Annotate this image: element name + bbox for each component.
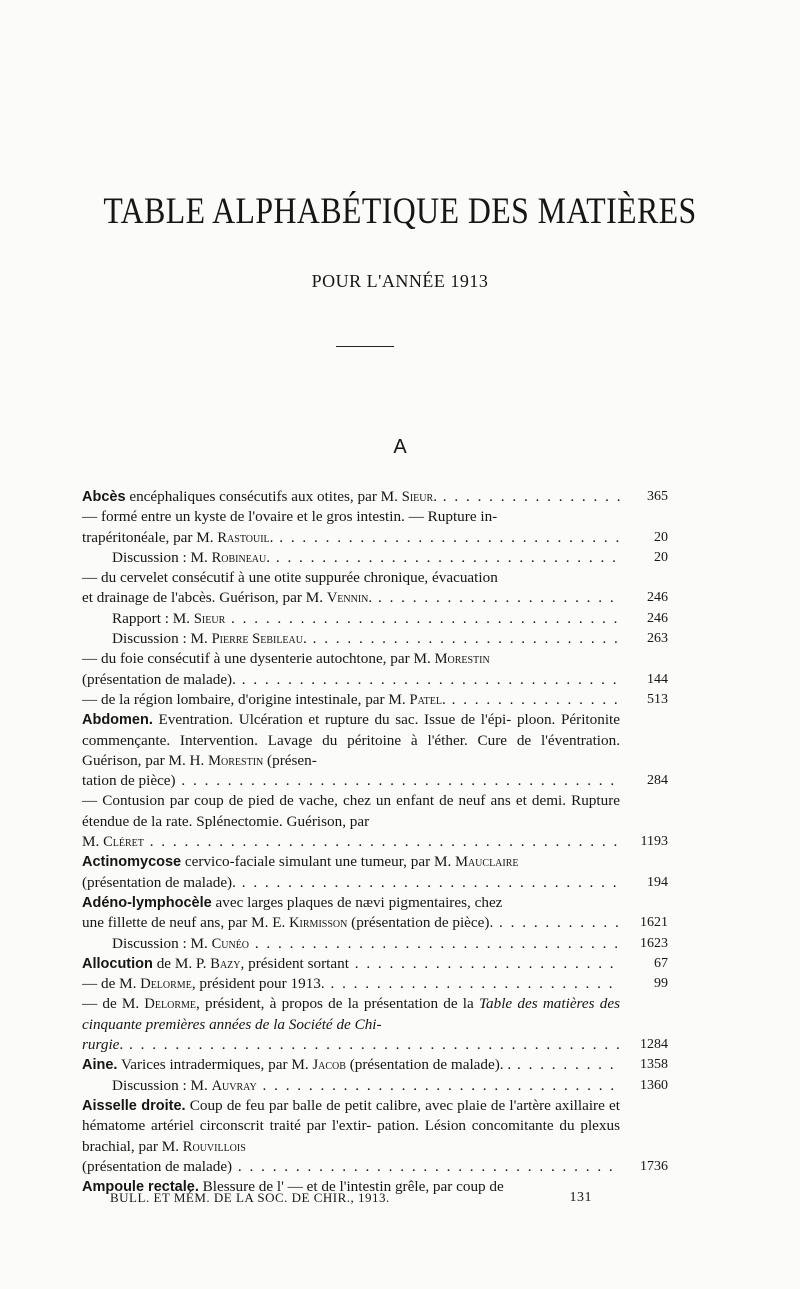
page-number: 246 [647,590,668,606]
author-name: Sieur [401,489,434,505]
entry-text: , président pour 1913. [191,975,325,993]
entry-text: et drainage de l'abcès. Guérison, par M. [82,589,327,607]
entry-text: Blessure de l' — et de l'intestin grêle, par coup de [198,1178,504,1196]
page-number: 1193 [640,834,668,850]
page-number: 365 [647,489,668,504]
entry-text: tation de pièce) [82,772,176,790]
page-number: 284 [647,773,668,789]
entry-text: Rapport : M. [112,609,194,627]
running-footer-text: BULL. ET MÉM. DE LA SOC. DE CHIR., 1913. [110,1190,390,1205]
entry-text: Discussion : M. [112,548,212,566]
page-number: 194 [647,874,668,890]
entry-text: , président sortant [240,954,349,972]
author-name: Auvray [211,1077,257,1094]
author-name: Morestin [434,651,490,668]
index-entry [82,507,668,548]
entry-heading: Aine. [82,1057,118,1074]
page-number: 20 [654,549,668,565]
index-entry [82,649,668,690]
index-entry [82,548,668,568]
entry-text: ploon. Péritonite commençante. Intervention. Lavage du péritoine à [82,711,620,749]
index-entry [82,893,668,934]
entry-heading: Adéno-lymphocèle [82,894,212,911]
page-number: 1736 [640,1158,668,1174]
entry-heading: Abdomen. [82,712,153,729]
entry-heading: Allocution [82,955,153,972]
index-entry [82,568,668,609]
entry-text: M. [82,833,104,851]
page-number: 1623 [640,935,668,951]
entry-text: encéphaliques consécutifs aux otites, par M. [125,488,402,505]
author-name: Pierre Sebileau [211,631,303,648]
index-entry [82,974,668,994]
page-number: 99 [654,976,668,992]
entry-text: . [368,589,373,607]
entry-text: pation. Lésion concomitante du plexus brachial, par M. [82,1117,621,1155]
entry-heading: Ampoule rectale. [82,1179,199,1196]
index-entry [82,629,668,649]
entry-text: — de la région lombaire, d'origine intestinale, par M. [82,690,410,708]
signature-number: 131 [569,1190,592,1205]
entry-text: . [119,1036,124,1054]
author-name: Rastouil [217,529,270,546]
page-number: 1284 [640,1037,668,1053]
entry-text: (présentation de malade). [82,873,236,891]
entry-text: . [433,488,437,505]
entry-text: (présentation de malade) [82,1157,233,1175]
index-entry [82,1055,668,1075]
index-entry [82,934,668,954]
index-entry [82,791,668,852]
entry-text: de M. P. [152,954,211,972]
entry-title-italic: des matières des cinquante premières années de la Société de Chi- [82,995,621,1033]
running-footer [110,1190,600,1206]
entry-text: (présentation de malade). [82,670,236,688]
author-name: Morestin [208,752,264,769]
entry-text: — du foie consécutif à une dysenterie autochtone, par M. [82,650,435,668]
page-number: 513 [647,691,668,707]
index-entries [82,487,668,1197]
page-number: 144 [647,671,668,687]
index-entry [82,690,668,710]
index-entry [82,954,668,974]
entry-text: trapéritonéale, par M. [82,528,218,546]
entry-heading: Actinomycose [82,854,182,871]
entry-text: . [303,630,307,648]
page-number: 246 [647,610,668,626]
entry-text: — de M. [82,995,145,1013]
index-entry [82,852,668,893]
author-name: Jacob [312,1057,346,1074]
author-name: Cunéo [211,935,250,952]
entry-text: une fillette de neuf ans, par M. E. [82,914,290,932]
entry-text: l'éther. Cure de l'éventration. Guérison, par M. H. [82,731,621,769]
entry-text: Varices intradermiques, par M. [117,1056,313,1074]
entry-heading: Abcès [82,489,126,505]
entry-text: Discussion : M. [112,1076,212,1094]
author-name: Delorme [144,996,197,1013]
section-letter: A [393,436,407,458]
entry-text: Discussion : M. [112,630,212,648]
index-entry [82,994,668,1055]
index-entry [82,1096,668,1177]
entry-text: Discussion : M. [112,934,212,952]
author-name: Patel [409,691,443,708]
entry-text: (présentation de malade). . [345,1056,512,1074]
entry-text: (présen- [263,751,317,769]
author-name: Vennin [326,590,369,607]
page-number: 1358 [640,1057,668,1073]
entry-text: — du cervelet consécutif à une otite suppurée chronique, évacuation [82,569,498,587]
entry-text: . [442,690,446,708]
author-name: Delorme [140,976,192,993]
page-number: 1360 [640,1077,668,1093]
entry-text: avec larges plaques de nævi pigmentaires, chez [211,893,503,911]
page-subtitle: POUR L'ANNÉE 1913 [311,271,489,291]
page-number: 67 [654,955,668,971]
author-name: Mauclaire [455,854,519,871]
index-entry [82,710,668,791]
entry-text: Eventration. Ulcération et rupture du sac. Issue de l'épi- [152,711,512,729]
page-number: 1621 [640,915,668,931]
index-entry [82,609,668,629]
title-divider [336,346,394,347]
page-number: 20 [654,529,668,545]
author-name: Sieur [193,610,226,627]
author-name: Bazy [210,955,241,972]
entry-text: , président, à propos de la présentation de la [196,995,479,1013]
author-name: Cléret [103,834,144,851]
entry-text: — Contusion par coup de pied de vache, chez un enfant de neuf ans [82,792,511,810]
entry-text: (présentation de pièce). [347,914,494,932]
author-name: Kirmisson [289,915,348,932]
page-title: TABLE ALPHABÉTIQUE DES MATIÈRES [103,191,697,232]
entry-title-italic: rurgie [82,1036,120,1054]
index-entry [82,487,668,507]
entry-text: — formé entre un kyste de l'ovaire et le gros intestin. — Rupture in- [82,508,498,526]
entry-text: . [266,548,271,566]
entry-text: l'artère axillaire et hématome artériel circonscrit traité par l'extir- [82,1096,620,1135]
author-name: Rouvillois [182,1138,246,1155]
entry-heading: Aisselle droite. [82,1097,186,1114]
entry-text: cervico-faciale simulant une tumeur, par M. [181,853,456,871]
entry-text: et demi. Rupture étendue de la rate. Splénectomie. Guérison, par [82,792,621,830]
page-number: 263 [647,631,668,647]
entry-title-italic: Table [478,995,513,1013]
entry-text: Coup de feu par balle de petit calibre, avec plaie de [185,1096,506,1114]
index-entry [82,1076,668,1096]
entry-text: . [269,528,274,546]
entry-text: — de M. [82,975,141,993]
author-name: Robineau [211,549,267,566]
